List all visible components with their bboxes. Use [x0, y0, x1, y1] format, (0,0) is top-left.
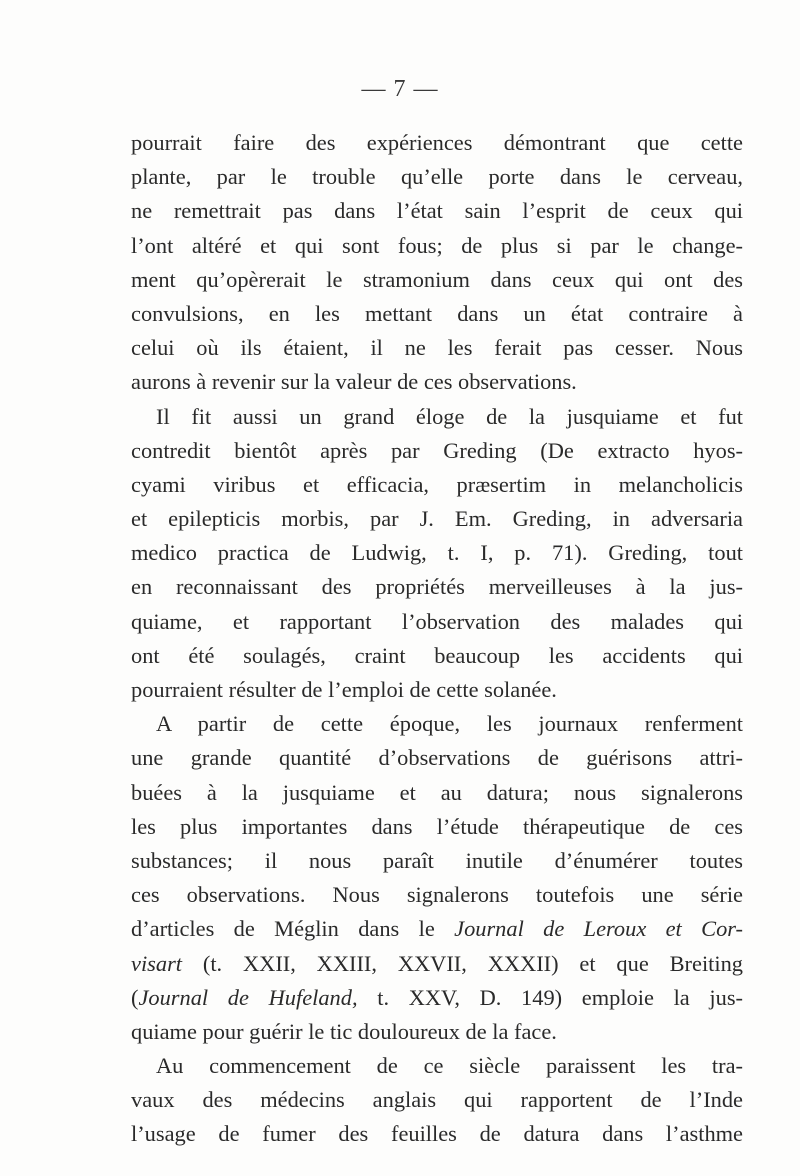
text-line: une grande quantité d’observations de guérisons attri-	[131, 745, 743, 771]
text-line: ne remettrait pas dans l’état sain l’esprit de ceux qui	[131, 198, 743, 224]
text-line: quiame, et rapportant l’observation des malades qui	[131, 608, 743, 634]
page-number: — 7 —	[361, 76, 439, 102]
text-line: contredit bientôt après par Greding (De extracto hyos-	[131, 437, 743, 463]
paragraph-first-line: A partir de cette époque, les journaux renferment	[156, 711, 743, 737]
text-line: buées à la jusquiame et au datura; nous signalerons	[131, 779, 743, 805]
journal-title: Journal de Hufeland,	[138, 984, 358, 1010]
text-line: substances; il nous paraît inutile d’énumérer toutes	[131, 847, 743, 873]
text-line: en reconnaissant des propriétés merveilleuses à la jus-	[131, 574, 743, 600]
text-line: ment qu’opèrerait le stramonium dans ceux qui ont des	[131, 266, 743, 292]
text-line: celui où ils étaient, il ne les ferait pas cesser. Nous	[131, 335, 743, 361]
citation-text: t. XXV, D. 149) emploie la jus-	[357, 984, 743, 1010]
paragraph-first-line: Il fit aussi un grand éloge de la jusquiame et fut	[156, 403, 743, 429]
text-line-with-citation	[131, 981, 743, 1015]
text-line: et epilepticis morbis, par J. Em. Greding, in adversaria	[131, 506, 743, 532]
journal-title: visart	[131, 950, 183, 976]
text-line: plante, par le trouble qu’elle porte dans le cerveau,	[131, 164, 743, 190]
text-line: aurons à revenir sur la valeur de ces observations.	[131, 369, 577, 395]
text-line: vaux des médecins anglais qui rapportent de l’Inde	[131, 1087, 743, 1113]
text-line: les plus importantes dans l’étude thérapeutique de ces	[131, 813, 743, 839]
journal-title: Journal de Leroux et Cor-	[454, 916, 743, 942]
paragraph-first-line: Au commencement de ce siècle paraissent les tra-	[156, 1053, 743, 1079]
text-line: ces observations. Nous signalerons toutefois une série	[131, 882, 743, 908]
text-line: quiame pour guérir le tic douloureux de la face.	[131, 1018, 557, 1044]
text-line: medico practica de Ludwig, t. I, p. 71). Greding, tout	[131, 540, 743, 566]
text-line: l’usage de fumer des feuilles de datura dans l’asthme	[131, 1121, 743, 1147]
text-line: pourraient résulter de l’emploi de cette solanée.	[131, 677, 557, 702]
text-line: l’ont altéré et qui sont fous; de plus si par le change-	[131, 232, 743, 258]
text-line: pourrait faire des expériences démontrant que cette	[131, 130, 743, 155]
citation-text: (t. XXII, XXIII, XXVII, XXXII) et que Breiting	[182, 950, 743, 976]
text-line: ont été soulagés, craint beaucoup les accidents qui	[131, 642, 743, 668]
citation-text: d’articles de Méglin dans le	[131, 916, 455, 942]
text-line-with-citation	[131, 912, 743, 946]
text-line: convulsions, en les mettant dans un état contraire à	[131, 300, 743, 326]
body-text	[131, 126, 743, 1152]
text-line-with-citation	[131, 947, 743, 981]
citation-text: (	[131, 984, 139, 1010]
text-line: cyami viribus et efficacia, præsertim in melancholicis	[131, 471, 743, 497]
